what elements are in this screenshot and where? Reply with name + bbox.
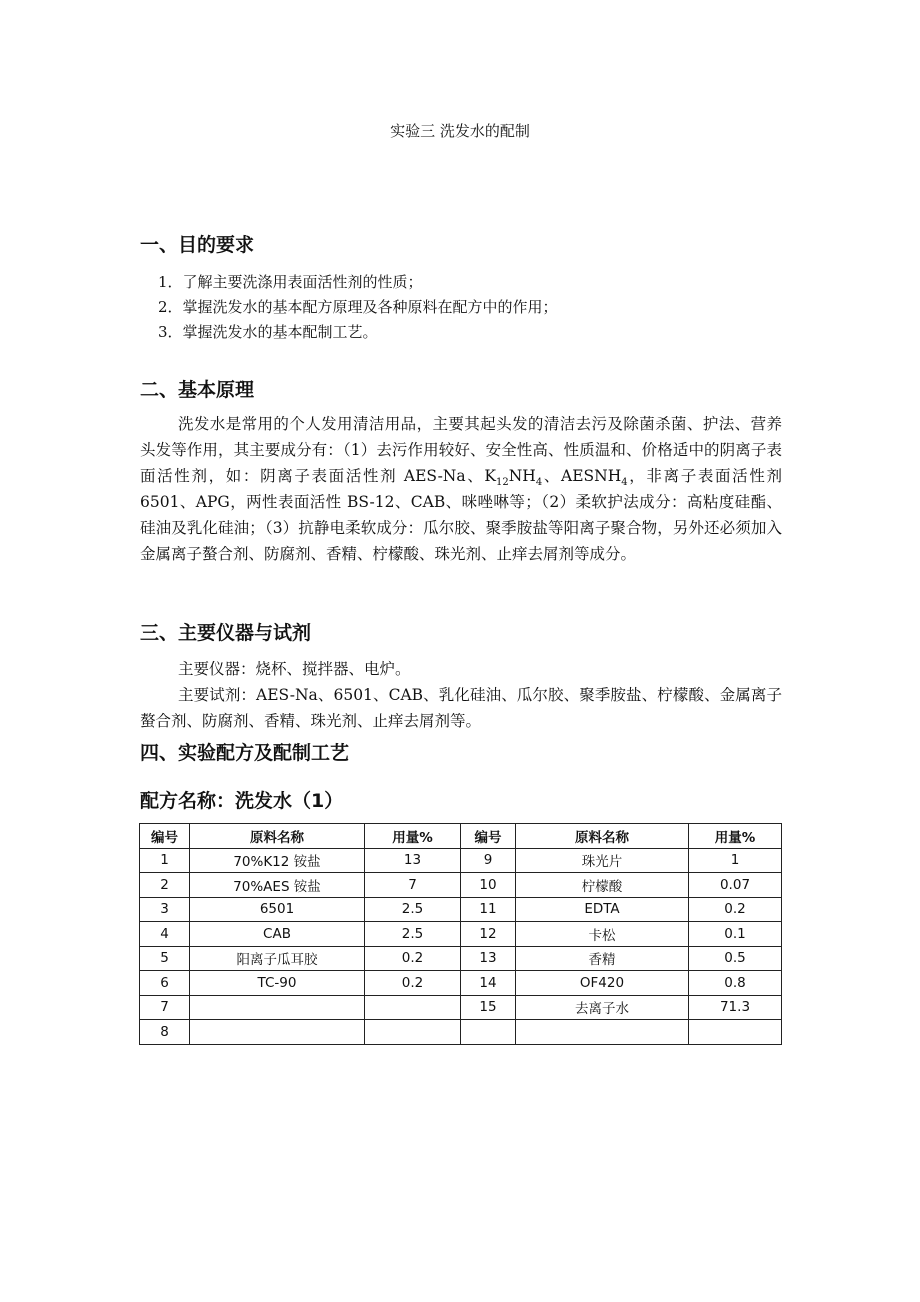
table-cell: 11 (461, 897, 516, 922)
table-cell: 3 (140, 897, 190, 922)
table-row (140, 946, 782, 971)
table-cell: 柠檬酸 (516, 873, 689, 898)
instruments-paragraph: 主要仪器：烧杯、搅拌器、电炉。 (178, 660, 411, 678)
table-cell: 2 (140, 873, 190, 898)
table-cell: TC-90 (190, 971, 365, 996)
table-cell: 7 (140, 995, 190, 1020)
table-cell (190, 995, 365, 1020)
paragraph-text: ，非离子表面活性剂 6501、APG，两性表面活性 BS-12、CAB、咪唑啉等；（2）柔软护法成分：高粘度硅酯、硅油及乳化硅油；（3）抗静电柔软成分：瓜尔胶、聚季胺盐等阳离子聚合物，另外还必须加入金属离子螯合剂、防腐剂、香精、柠檬酸、珠光剂、止痒去屑剂等成分。 (140, 467, 782, 563)
table-cell: 卡松 (516, 922, 689, 947)
table-cell: 15 (461, 995, 516, 1020)
table-row (140, 922, 782, 947)
table-cell (516, 1020, 689, 1045)
table-cell (190, 1020, 365, 1045)
reagents-paragraph: 主要试剂：AES-Na、6501、CAB、乳化硅油、瓜尔胶、聚季胺盐、柠檬酸、金属离子螯合剂、防腐剂、香精、珠光剂、止痒去屑剂等。 (140, 686, 782, 730)
table-cell: 13 (461, 946, 516, 971)
table-cell: 5 (140, 946, 190, 971)
table-cell: 0.8 (689, 971, 782, 996)
table-cell: 香精 (516, 946, 689, 971)
table-row (140, 995, 782, 1020)
subscript: 4 (621, 477, 628, 489)
table-cell (689, 1020, 782, 1045)
table-cell (461, 1020, 516, 1045)
table-cell: 去离子水 (516, 995, 689, 1020)
paragraph-text: 、AESNH (542, 467, 622, 485)
table-row (140, 873, 782, 898)
table-cell: 1 (140, 848, 190, 873)
table-cell: 6 (140, 971, 190, 996)
table-cell: 14 (461, 971, 516, 996)
principles-paragraph (140, 411, 782, 567)
table-cell: 71.3 (689, 995, 782, 1020)
table-cell: 12 (461, 922, 516, 947)
subscript: 4 (535, 477, 543, 489)
table-cell: 13 (365, 848, 461, 873)
table-cell: 10 (461, 873, 516, 898)
table-cell: 0.2 (365, 946, 461, 971)
header-amount: 用量% (365, 824, 461, 849)
table-row (140, 897, 782, 922)
table-cell: 6501 (190, 897, 365, 922)
section-heading-equipment: 三、主要仪器与试剂 (140, 622, 312, 644)
table-cell: 9 (461, 848, 516, 873)
table-row (140, 848, 782, 873)
header-number: 编号 (461, 824, 516, 849)
table-cell: OF420 (516, 971, 689, 996)
table-cell: 70%K12 铵盐 (190, 848, 365, 873)
table-cell: 2.5 (365, 897, 461, 922)
table-cell (365, 1020, 461, 1045)
objectives-list (158, 270, 798, 345)
subscript: 12 (496, 477, 509, 489)
table-cell: 0.5 (689, 946, 782, 971)
section-heading-objectives: 一、目的要求 (140, 234, 255, 256)
page-title: 实验三 洗发水的配制 (390, 122, 530, 140)
table-cell: 7 (365, 873, 461, 898)
table-cell: 0.2 (365, 971, 461, 996)
table-cell: 0.07 (689, 873, 782, 898)
list-item: 3．掌握洗发水的基本配制工艺。 (158, 323, 378, 341)
table-cell: 阳离子瓜耳胶 (190, 946, 365, 971)
header-amount: 用量% (689, 824, 782, 849)
table-cell: 2.5 (365, 922, 461, 947)
paragraph-text: NH (508, 467, 536, 485)
table-header-row (140, 824, 782, 849)
section-heading-recipe: 四、实验配方及配制工艺 (140, 742, 350, 764)
section-heading-principles: 二、基本原理 (140, 379, 255, 401)
table-cell: 珠光片 (516, 848, 689, 873)
table-cell: EDTA (516, 897, 689, 922)
table-cell: 8 (140, 1020, 190, 1045)
header-material: 原料名称 (516, 824, 689, 849)
paragraph-text: 洗发水是常用的个人发用清洁用品，主要其起头发的清洁去污及除菌杀菌、护法、营养头发等作用，其主要成分有：（1）去污作用较好、安全性高、性质温和、价格适中的阴离子表面活性剂，如：阴离子表面活性剂 AES-Na、K (140, 415, 782, 485)
header-number: 编号 (140, 824, 190, 849)
table-row (140, 1020, 782, 1045)
table-cell: 0.1 (689, 922, 782, 947)
table-cell: CAB (190, 922, 365, 947)
recipe-title: 配方名称：洗发水（1） (140, 790, 344, 812)
table-cell (365, 995, 461, 1020)
recipe-table (139, 823, 782, 1045)
table-cell: 0.2 (689, 897, 782, 922)
list-item: 1．了解主要洗涤用表面活性剂的性质； (158, 273, 423, 291)
list-item: 2．掌握洗发水的基本配方原理及各种原料在配方中的作用； (158, 298, 558, 316)
header-material: 原料名称 (190, 824, 365, 849)
table-row (140, 971, 782, 996)
table-cell: 1 (689, 848, 782, 873)
table-cell: 4 (140, 922, 190, 947)
table-cell: 70%AES 铵盐 (190, 873, 365, 898)
